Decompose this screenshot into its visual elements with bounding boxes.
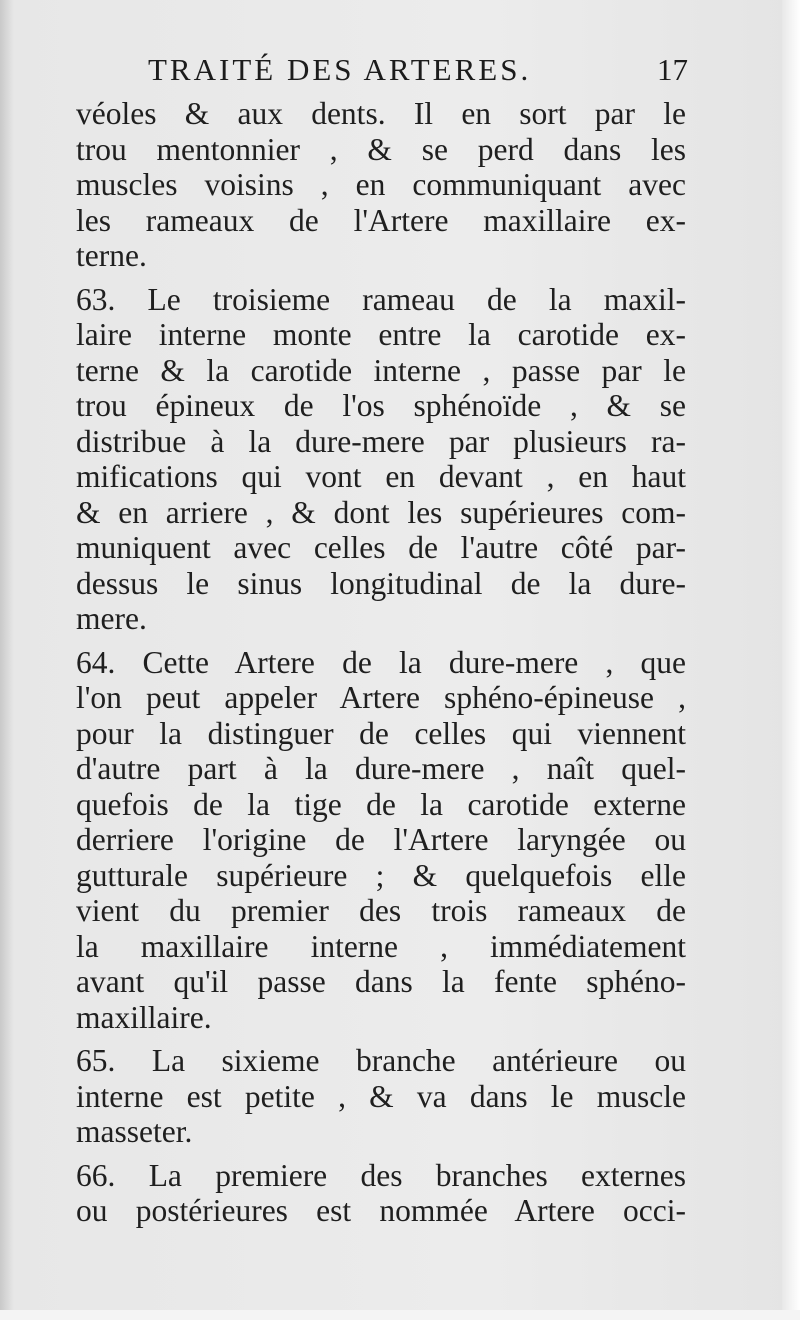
text-line: terne. [76, 238, 147, 273]
paragraph-64-start: 64. Cette Artere de la dure-mere , que [76, 644, 686, 680]
page-edge [782, 0, 800, 1320]
text-line: mifications qui vont en devant , en haut [76, 459, 686, 494]
text-line: derriere l'origine de l'Artere laryngée ou [76, 822, 686, 857]
text-line: laire interne monte entre la carotide ex- [76, 317, 686, 352]
text-line: dessus le sinus longitudinal de la dure- [76, 565, 686, 601]
text-line: trou mentonnier , & se perd dans les [76, 131, 686, 167]
text-line: quefois de la tige de la carotide externe [76, 786, 686, 822]
page-number: 17 [657, 52, 688, 87]
text-line: les rameaux de l'Artere maxillaire ex- [76, 202, 686, 238]
page-bottom-edge [0, 1310, 800, 1320]
text-line: interne est petite , & va dans le muscle [76, 1078, 686, 1114]
text-line: gutturale supérieure ; & quelquefois elle [76, 857, 686, 893]
text-line: terne & la carotide interne , passe par le [76, 352, 686, 388]
text-line: maxillaire. [76, 999, 212, 1035]
paragraph-66-start: 66. La premiere des branches externes [76, 1157, 686, 1193]
text-line: masseter. [76, 1114, 193, 1149]
text-line: muniquent avec celles de l'autre côté par- [76, 530, 686, 565]
text-line: la maxillaire interne , immédiatement [76, 928, 686, 964]
text-line: muscles voisins , en communiquant avec [76, 167, 686, 202]
text-line: véoles & aux dents. Il en sort par le [76, 96, 686, 131]
paragraph-63-start: 63. Le troisieme rameau de la maxil- [76, 281, 686, 317]
text-line: l'on peut appeler Artere sphéno-épineuse , [76, 680, 686, 715]
page-header [148, 52, 688, 98]
paragraph-65-start: 65. La sixieme branche antérieure ou [76, 1043, 686, 1078]
text-line: d'autre part à la dure-mere , naît quel- [76, 751, 686, 786]
text-line: mere. [76, 601, 147, 636]
text-line: ou postérieures est nommée Artere occi- [76, 1193, 686, 1228]
text-line: vient du premier des trois rameaux de [76, 893, 686, 928]
text-line: pour la distinguer de celles qui viennent [76, 715, 686, 751]
text-line: avant qu'il passe dans la fente sphéno- [76, 964, 686, 999]
body-text [76, 96, 686, 1229]
text-line: & en arriere , & dont les supérieures com- [76, 494, 686, 530]
text-line: trou épineux de l'os sphénoïde , & se [76, 388, 686, 423]
text-line: distribue à la dure-mere par plusieurs ra- [76, 423, 686, 459]
running-title: TRAITÉ DES ARTERES. [148, 52, 532, 87]
